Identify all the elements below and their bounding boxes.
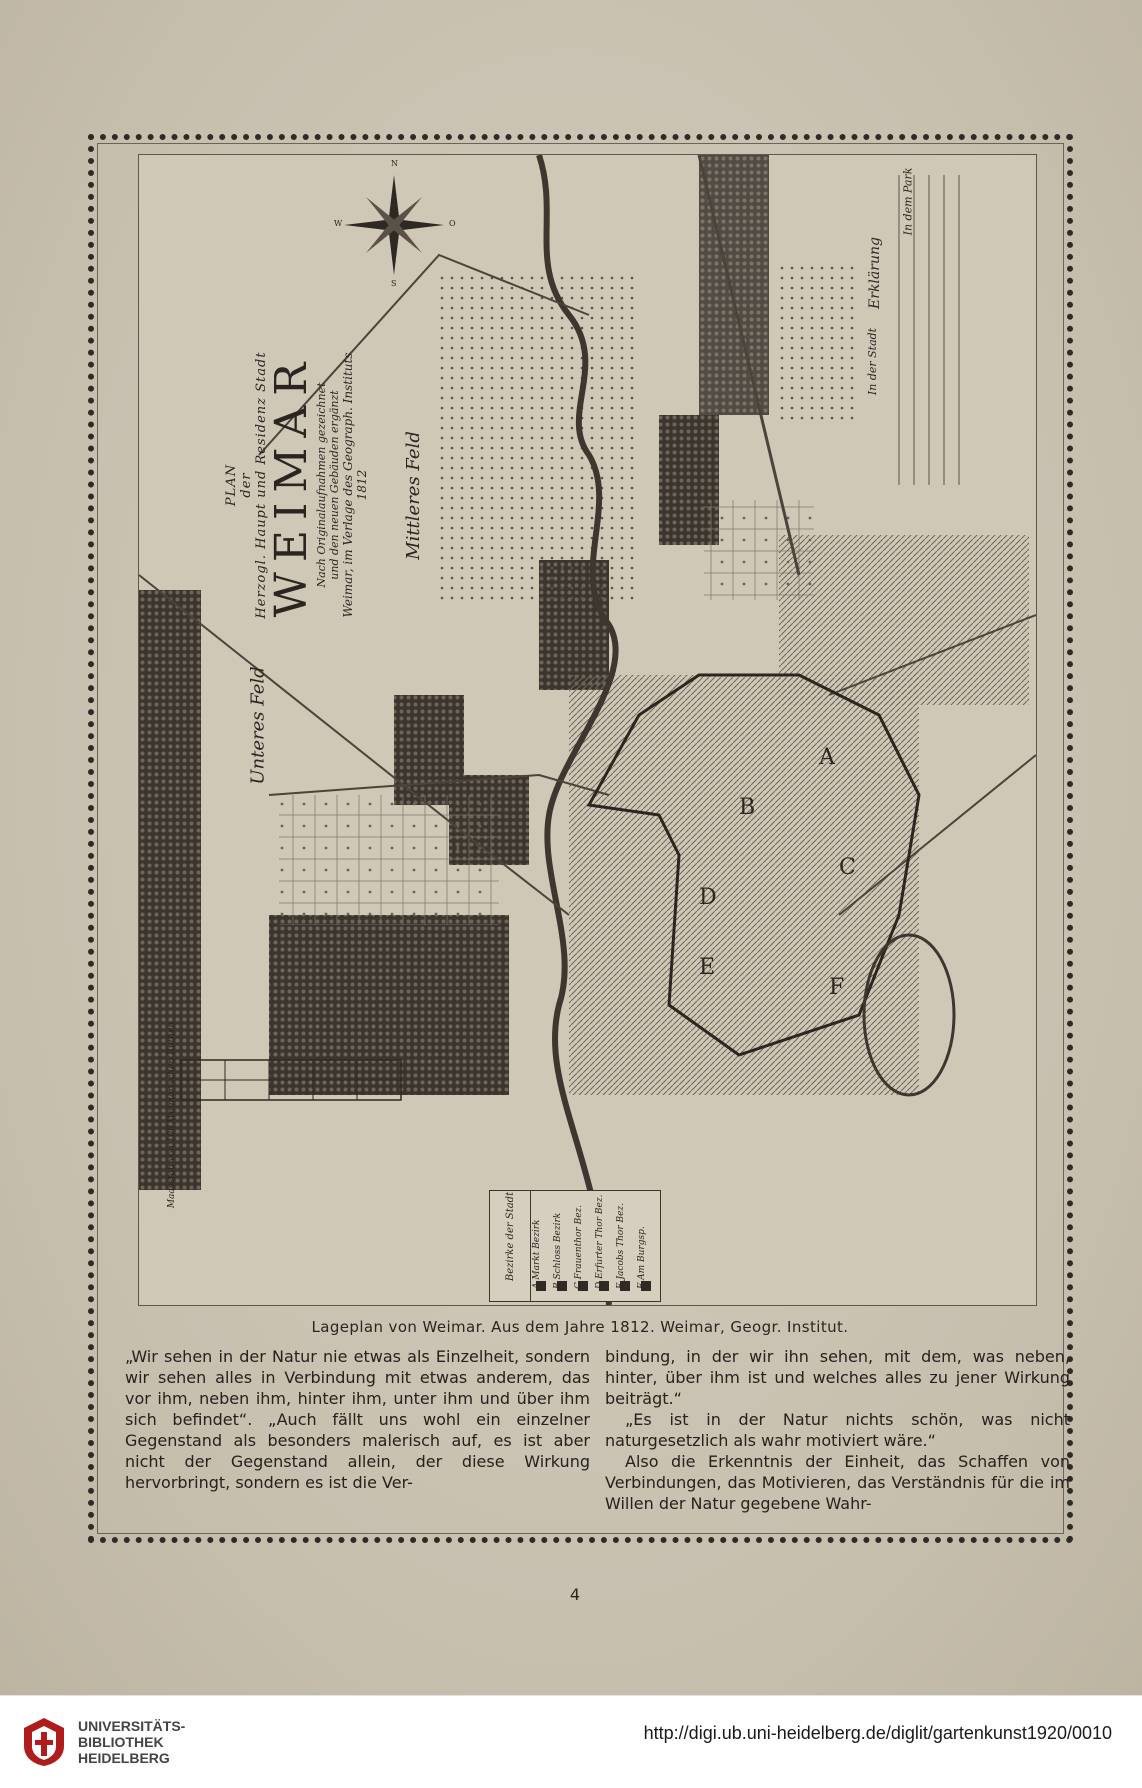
institution-name: UNIVERSITÄTS- BIBLIOTHEK HEIDELBERG xyxy=(78,1718,186,1766)
scale-label: Maasstab von 100 Weimarischen Ruthen xyxy=(167,1021,178,1209)
map-publisher: Weimar, im Verlage des Geograph. Instituts xyxy=(341,352,355,618)
compass-n: N xyxy=(391,159,398,168)
paragraph: „Es ist in der Natur nichts schön, was nicht naturgesetzlich als wahr motiviert wäre.“ xyxy=(605,1410,1070,1450)
legend-item: D Erfurter Thor Bez. xyxy=(595,1195,614,1295)
map-made-by: Nach Originalaufnahmen gezeichnet xyxy=(315,382,328,588)
map-letter-e: E xyxy=(699,955,716,980)
field-label-top: Mittleres Feld xyxy=(402,431,424,560)
compass-s: S xyxy=(391,279,397,288)
map-letter-a: A xyxy=(819,745,835,770)
map-added: und den neuen Gebäuden ergänzt xyxy=(328,390,341,580)
key-head-park: In dem Park xyxy=(901,167,915,236)
text-column-right xyxy=(605,1346,1070,1514)
legend-item: C Frauenthor Bez. xyxy=(574,1195,593,1295)
map-subtitle: Herzogl. Haupt und Residenz Stadt xyxy=(254,351,269,619)
key-title: Erklärung xyxy=(866,237,883,309)
paragraph: „Wir sehen in der Natur nie etwas als Einzelheit, sondern wir sehen alles in Verbindung mit etwas anderem, das vor ihm, neben ihm, hinter ihm, unter ihm und über ihm sich befindet“. „Auch fällt uns wohl ein einzelner Gegenstand als besonders malerisch auf, es ist aber nicht der Gegenstand allein, der diese Wirkung hervorbringt, sondern es ist die Ver- xyxy=(125,1347,590,1492)
figure-caption: Lageplan von Weimar. Aus dem Jahre 1812. Weimar, Geogr. Institut. xyxy=(311,1318,849,1336)
compass-w: W xyxy=(334,219,343,228)
paragraph: Also die Erkenntnis der Einheit, das Schaffen von Verbindungen, das Motivieren, das Verständnis für die im Willen der Natur gegebene Wahr- xyxy=(605,1452,1070,1513)
paragraph: bindung, in der wir ihn sehen, mit dem, was neben, hinter, über ihm ist und welches alles zu jener Wirkung beiträgt.“ xyxy=(605,1347,1070,1408)
source-url[interactable]: http://digi.ub.uni-heidelberg.de/diglit/gartenkunst1920/0010 xyxy=(643,1723,1112,1743)
university-seal-icon xyxy=(20,1716,68,1768)
map-plan-label: PLAN xyxy=(224,463,239,507)
map-city-name: WEIMAR xyxy=(266,352,317,618)
legend-item: A Markt Bezirk xyxy=(532,1195,551,1295)
legend-item: B Schloss Bezirk xyxy=(553,1195,572,1295)
compass-e: O xyxy=(449,219,456,228)
map-letter-d: D xyxy=(699,885,717,910)
footer-bar xyxy=(0,1695,1142,1788)
legend-title: Bezirke der Stadt xyxy=(505,1191,516,1282)
field-label-left: Unteres Feld xyxy=(247,666,269,785)
text-column-left xyxy=(125,1346,590,1493)
map-title-cartouche xyxy=(224,235,369,735)
key-head-town: In der Stadt xyxy=(866,327,880,396)
legend-title-cell xyxy=(490,1191,531,1301)
legend-item: E Jacobs Thor Bez. xyxy=(616,1195,635,1295)
map-letter-b: B xyxy=(739,795,756,820)
map-der: der xyxy=(239,472,254,498)
map-letter-f: F xyxy=(829,975,845,1000)
district-legend xyxy=(489,1190,661,1302)
legend-item: F Am Burgsp. xyxy=(637,1195,656,1295)
weimar-map-plate xyxy=(138,154,1037,1306)
map-letter-c: C xyxy=(839,855,856,880)
map-year: 1812 xyxy=(355,469,369,501)
page-number: 4 xyxy=(569,1585,581,1604)
